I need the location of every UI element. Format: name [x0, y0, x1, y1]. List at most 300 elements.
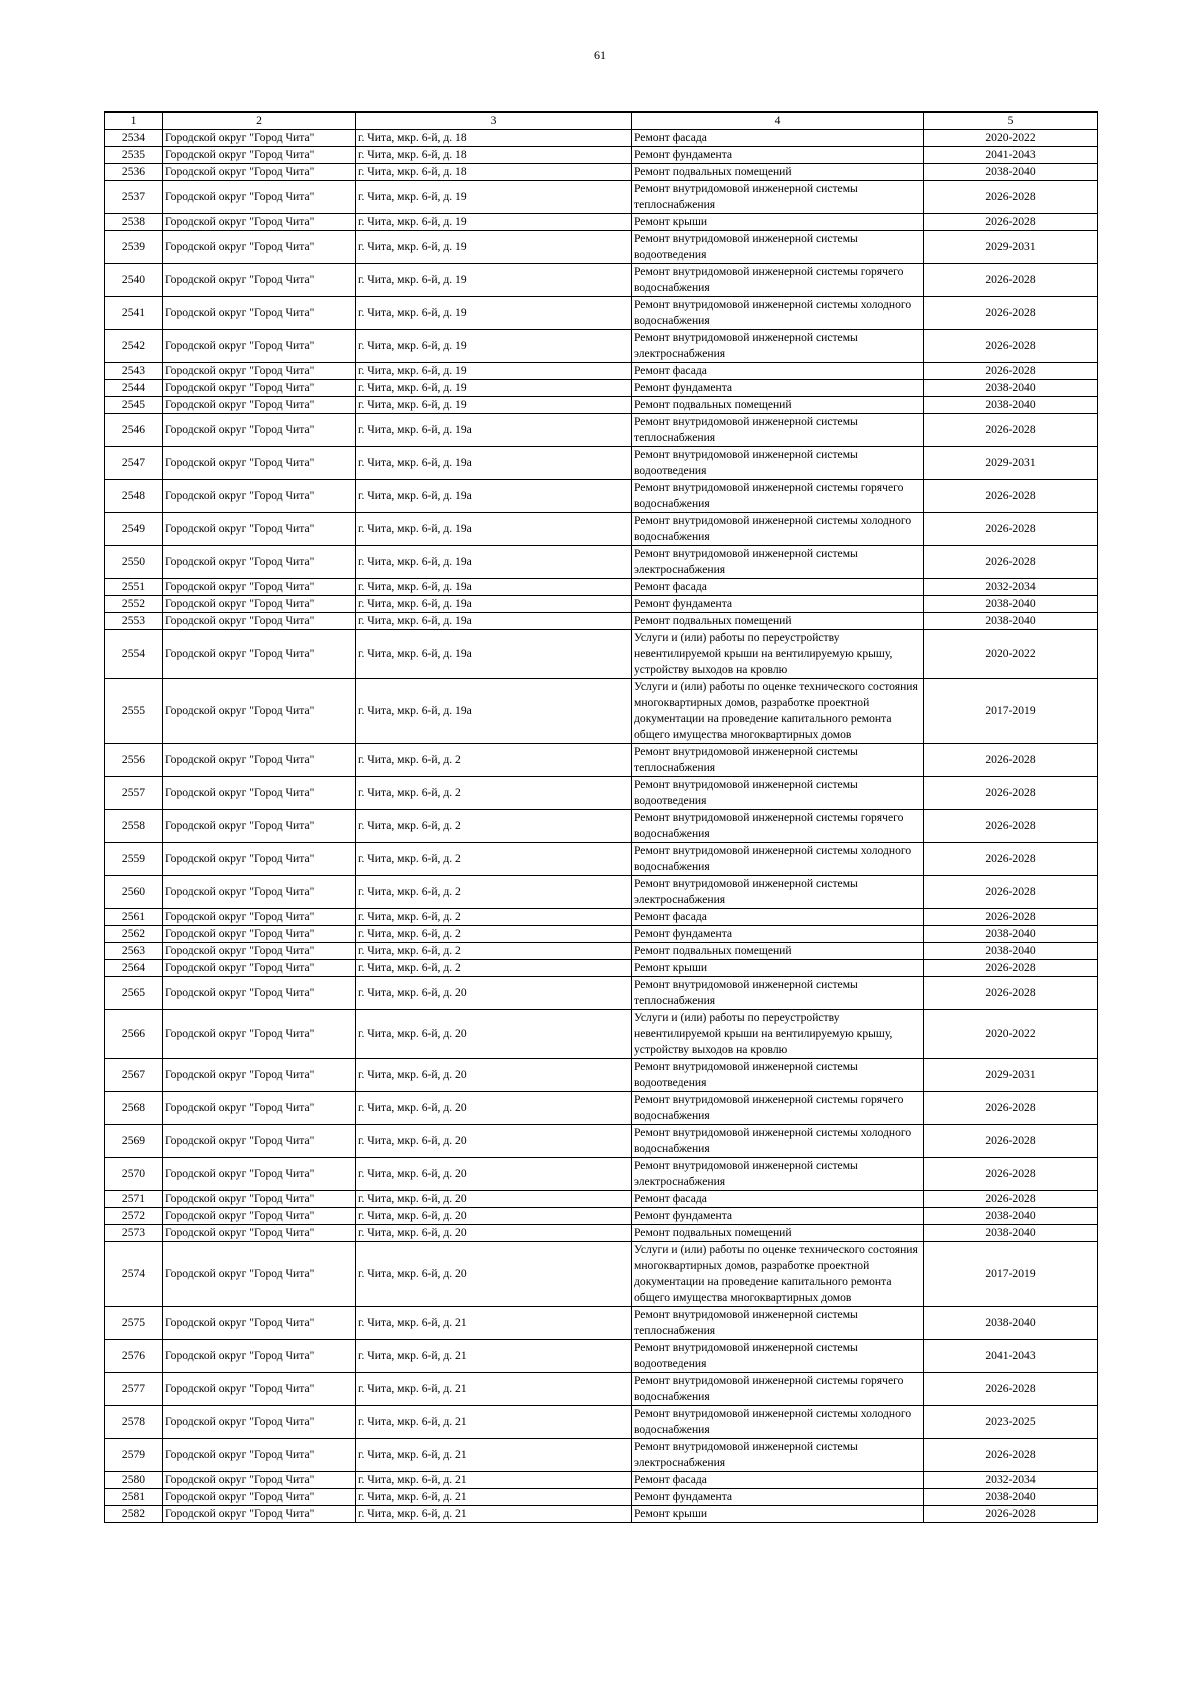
table-row — [105, 397, 1098, 414]
address-cell: г. Чита, мкр. 6-й, д. 19 — [356, 231, 632, 264]
table-row — [105, 181, 1098, 214]
row-number-cell: 2568 — [105, 1092, 163, 1125]
period-cell: 2038-2040 — [924, 1307, 1098, 1340]
row-number-cell: 2577 — [105, 1373, 163, 1406]
municipality-cell: Городской округ "Город Чита" — [163, 679, 356, 744]
municipality-cell: Городской округ "Город Чита" — [163, 164, 356, 181]
row-number-cell: 2537 — [105, 181, 163, 214]
work-type-cell: Ремонт внутридомовой инженерной системы теплоснабжения — [632, 744, 924, 777]
table-row — [105, 264, 1098, 297]
table-row — [105, 744, 1098, 777]
period-cell: 2026-2028 — [924, 546, 1098, 579]
municipality-cell: Городской округ "Город Чита" — [163, 777, 356, 810]
row-number-cell: 2538 — [105, 214, 163, 231]
address-cell: г. Чита, мкр. 6-й, д. 19 — [356, 397, 632, 414]
address-cell: г. Чита, мкр. 6-й, д. 18 — [356, 164, 632, 181]
table-row — [105, 943, 1098, 960]
table-row — [105, 546, 1098, 579]
table-row — [105, 843, 1098, 876]
address-cell: г. Чита, мкр. 6-й, д. 2 — [356, 943, 632, 960]
work-type-cell: Ремонт подвальных помещений — [632, 1225, 924, 1242]
work-type-cell: Ремонт внутридомовой инженерной системы электроснабжения — [632, 876, 924, 909]
registry-table — [104, 111, 1098, 1523]
address-cell: г. Чита, мкр. 6-й, д. 19а — [356, 513, 632, 546]
table-row — [105, 1472, 1098, 1489]
work-type-cell: Ремонт подвальных помещений — [632, 943, 924, 960]
table-row — [105, 1489, 1098, 1506]
work-type-cell: Ремонт внутридомовой инженерной системы горячего водоснабжения — [632, 810, 924, 843]
address-cell: г. Чита, мкр. 6-й, д. 20 — [356, 1125, 632, 1158]
row-number-cell: 2543 — [105, 363, 163, 380]
work-type-cell: Ремонт фасада — [632, 1472, 924, 1489]
address-cell: г. Чита, мкр. 6-й, д. 2 — [356, 810, 632, 843]
period-cell: 2032-2034 — [924, 579, 1098, 596]
row-number-cell: 2567 — [105, 1059, 163, 1092]
table-row — [105, 1225, 1098, 1242]
period-cell: 2026-2028 — [924, 414, 1098, 447]
work-type-cell: Ремонт внутридомовой инженерной системы электроснабжения — [632, 1158, 924, 1191]
period-cell: 2026-2028 — [924, 480, 1098, 513]
address-cell: г. Чита, мкр. 6-й, д. 19а — [356, 480, 632, 513]
address-cell: г. Чита, мкр. 6-й, д. 19а — [356, 579, 632, 596]
address-cell: г. Чита, мкр. 6-й, д. 21 — [356, 1307, 632, 1340]
period-cell: 2026-2028 — [924, 777, 1098, 810]
period-cell: 2038-2040 — [924, 926, 1098, 943]
table-row — [105, 1010, 1098, 1059]
municipality-cell: Городской округ "Город Чита" — [163, 1307, 356, 1340]
address-cell: г. Чита, мкр. 6-й, д. 2 — [356, 909, 632, 926]
address-cell: г. Чита, мкр. 6-й, д. 19а — [356, 414, 632, 447]
period-cell: 2038-2040 — [924, 1208, 1098, 1225]
municipality-cell: Городской округ "Город Чита" — [163, 147, 356, 164]
table-row — [105, 1307, 1098, 1340]
period-cell: 2026-2028 — [924, 876, 1098, 909]
address-cell: г. Чита, мкр. 6-й, д. 2 — [356, 876, 632, 909]
work-type-cell: Ремонт внутридомовой инженерной системы горячего водоснабжения — [632, 480, 924, 513]
period-cell: 2026-2028 — [924, 264, 1098, 297]
table-row — [105, 1242, 1098, 1307]
municipality-cell: Городской округ "Город Чита" — [163, 1225, 356, 1242]
period-cell: 2026-2028 — [924, 1191, 1098, 1208]
municipality-cell: Городской округ "Город Чита" — [163, 1208, 356, 1225]
row-number-cell: 2580 — [105, 1472, 163, 1489]
work-type-cell: Ремонт крыши — [632, 1506, 924, 1523]
municipality-cell: Городской округ "Город Чита" — [163, 1059, 356, 1092]
row-number-cell: 2572 — [105, 1208, 163, 1225]
work-type-cell: Услуги и (или) работы по переустройству невентилируемой крыши на вентилируемую крышу, устройству выходов на кровлю — [632, 1010, 924, 1059]
table-row — [105, 630, 1098, 679]
address-cell: г. Чита, мкр. 6-й, д. 20 — [356, 1010, 632, 1059]
address-cell: г. Чита, мкр. 6-й, д. 18 — [356, 130, 632, 147]
work-type-cell: Ремонт фундамента — [632, 596, 924, 613]
municipality-cell: Городской округ "Город Чита" — [163, 513, 356, 546]
address-cell: г. Чита, мкр. 6-й, д. 21 — [356, 1340, 632, 1373]
work-type-cell: Ремонт внутридомовой инженерной системы горячего водоснабжения — [632, 1092, 924, 1125]
municipality-cell: Городской округ "Город Чита" — [163, 1506, 356, 1523]
work-type-cell: Ремонт внутридомовой инженерной системы электроснабжения — [632, 546, 924, 579]
address-cell: г. Чита, мкр. 6-й, д. 19а — [356, 679, 632, 744]
municipality-cell: Городской округ "Город Чита" — [163, 297, 356, 330]
address-cell: г. Чита, мкр. 6-й, д. 19 — [356, 380, 632, 397]
table-row — [105, 147, 1098, 164]
row-number-cell: 2548 — [105, 480, 163, 513]
table-row — [105, 1208, 1098, 1225]
row-number-cell: 2576 — [105, 1340, 163, 1373]
table-body — [105, 112, 1098, 1523]
period-cell: 2026-2028 — [924, 181, 1098, 214]
period-cell: 2029-2031 — [924, 447, 1098, 480]
municipality-cell: Городской округ "Город Чита" — [163, 1242, 356, 1307]
row-number-cell: 2553 — [105, 613, 163, 630]
period-cell: 2020-2022 — [924, 630, 1098, 679]
address-cell: г. Чита, мкр. 6-й, д. 19 — [356, 297, 632, 330]
address-cell: г. Чита, мкр. 6-й, д. 20 — [356, 1208, 632, 1225]
table-row — [105, 926, 1098, 943]
work-type-cell: Ремонт фасада — [632, 909, 924, 926]
period-cell: 2026-2028 — [924, 363, 1098, 380]
table-row — [105, 596, 1098, 613]
period-cell: 2026-2028 — [924, 330, 1098, 363]
row-number-cell: 2561 — [105, 909, 163, 926]
address-cell: г. Чита, мкр. 6-й, д. 19а — [356, 447, 632, 480]
table-row — [105, 679, 1098, 744]
column-header: 5 — [924, 112, 1098, 130]
municipality-cell: Городской округ "Город Чита" — [163, 960, 356, 977]
municipality-cell: Городской округ "Город Чита" — [163, 130, 356, 147]
work-type-cell: Ремонт внутридомовой инженерной системы холодного водоснабжения — [632, 1125, 924, 1158]
municipality-cell: Городской округ "Город Чита" — [163, 1472, 356, 1489]
table-row — [105, 1373, 1098, 1406]
municipality-cell: Городской округ "Город Чита" — [163, 579, 356, 596]
municipality-cell: Городской округ "Город Чита" — [163, 613, 356, 630]
period-cell: 2038-2040 — [924, 397, 1098, 414]
period-cell: 2017-2019 — [924, 679, 1098, 744]
row-number-cell: 2579 — [105, 1439, 163, 1472]
row-number-cell: 2563 — [105, 943, 163, 960]
municipality-cell: Городской округ "Город Чита" — [163, 214, 356, 231]
address-cell: г. Чита, мкр. 6-й, д. 19а — [356, 596, 632, 613]
table-row — [105, 777, 1098, 810]
work-type-cell: Ремонт внутридомовой инженерной системы водоотведения — [632, 777, 924, 810]
work-type-cell: Услуги и (или) работы по переустройству невентилируемой крыши на вентилируемую крышу, устройству выходов на кровлю — [632, 630, 924, 679]
work-type-cell: Ремонт внутридомовой инженерной системы теплоснабжения — [632, 181, 924, 214]
table-row — [105, 909, 1098, 926]
period-cell: 2026-2028 — [924, 1125, 1098, 1158]
period-cell: 2038-2040 — [924, 380, 1098, 397]
period-cell: 2041-2043 — [924, 147, 1098, 164]
municipality-cell: Городской округ "Город Чита" — [163, 397, 356, 414]
work-type-cell: Ремонт внутридомовой инженерной системы водоотведения — [632, 447, 924, 480]
column-header: 2 — [163, 112, 356, 130]
work-type-cell: Ремонт внутридомовой инженерной системы теплоснабжения — [632, 977, 924, 1010]
address-cell: г. Чита, мкр. 6-й, д. 2 — [356, 777, 632, 810]
row-number-cell: 2564 — [105, 960, 163, 977]
period-cell: 2020-2022 — [924, 1010, 1098, 1059]
column-header: 4 — [632, 112, 924, 130]
work-type-cell: Ремонт фасада — [632, 130, 924, 147]
period-cell: 2026-2028 — [924, 977, 1098, 1010]
work-type-cell: Ремонт фасада — [632, 1191, 924, 1208]
row-number-cell: 2558 — [105, 810, 163, 843]
address-cell: г. Чита, мкр. 6-й, д. 19 — [356, 264, 632, 297]
address-cell: г. Чита, мкр. 6-й, д. 2 — [356, 843, 632, 876]
row-number-cell: 2544 — [105, 380, 163, 397]
work-type-cell: Ремонт внутридомовой инженерной системы холодного водоснабжения — [632, 843, 924, 876]
address-cell: г. Чита, мкр. 6-й, д. 20 — [356, 1242, 632, 1307]
table-row — [105, 130, 1098, 147]
period-cell: 2029-2031 — [924, 1059, 1098, 1092]
municipality-cell: Городской округ "Город Чита" — [163, 1340, 356, 1373]
row-number-cell: 2556 — [105, 744, 163, 777]
municipality-cell: Городской округ "Город Чита" — [163, 977, 356, 1010]
address-cell: г. Чита, мкр. 6-й, д. 2 — [356, 960, 632, 977]
municipality-cell: Городской округ "Город Чита" — [163, 330, 356, 363]
row-number-cell: 2566 — [105, 1010, 163, 1059]
work-type-cell: Ремонт внутридомовой инженерной системы электроснабжения — [632, 330, 924, 363]
period-cell: 2026-2028 — [924, 843, 1098, 876]
municipality-cell: Городской округ "Город Чита" — [163, 1373, 356, 1406]
municipality-cell: Городской округ "Город Чита" — [163, 546, 356, 579]
work-type-cell: Ремонт подвальных помещений — [632, 397, 924, 414]
work-type-cell: Услуги и (или) работы по оценке технического состояния многоквартирных домов, разработке проектной документации на проведение капитального ремонта общего имущества многоквартирных домов — [632, 1242, 924, 1307]
table-row — [105, 579, 1098, 596]
address-cell: г. Чита, мкр. 6-й, д. 2 — [356, 744, 632, 777]
municipality-cell: Городской округ "Город Чита" — [163, 943, 356, 960]
work-type-cell: Ремонт внутридомовой инженерной системы водоотведения — [632, 1340, 924, 1373]
period-cell: 2026-2028 — [924, 1092, 1098, 1125]
period-cell: 2041-2043 — [924, 1340, 1098, 1373]
row-number-cell: 2535 — [105, 147, 163, 164]
period-cell: 2026-2028 — [924, 810, 1098, 843]
period-cell: 2038-2040 — [924, 596, 1098, 613]
municipality-cell: Городской округ "Город Чита" — [163, 1158, 356, 1191]
table-row — [105, 1092, 1098, 1125]
municipality-cell: Городской округ "Город Чита" — [163, 843, 356, 876]
table-header-row — [105, 112, 1098, 130]
municipality-cell: Городской округ "Город Чита" — [163, 876, 356, 909]
row-number-cell: 2542 — [105, 330, 163, 363]
row-number-cell: 2539 — [105, 231, 163, 264]
work-type-cell: Ремонт крыши — [632, 960, 924, 977]
row-number-cell: 2546 — [105, 414, 163, 447]
row-number-cell: 2581 — [105, 1489, 163, 1506]
municipality-cell: Городской округ "Город Чита" — [163, 1191, 356, 1208]
work-type-cell: Ремонт фасада — [632, 363, 924, 380]
table-row — [105, 414, 1098, 447]
row-number-cell: 2582 — [105, 1506, 163, 1523]
municipality-cell: Городской округ "Город Чита" — [163, 909, 356, 926]
work-type-cell: Ремонт внутридомовой инженерной системы холодного водоснабжения — [632, 297, 924, 330]
table-row — [105, 231, 1098, 264]
work-type-cell: Ремонт подвальных помещений — [632, 164, 924, 181]
address-cell: г. Чита, мкр. 6-й, д. 19а — [356, 630, 632, 679]
municipality-cell: Городской округ "Город Чита" — [163, 181, 356, 214]
work-type-cell: Ремонт фундамента — [632, 147, 924, 164]
table-row — [105, 1158, 1098, 1191]
period-cell: 2038-2040 — [924, 164, 1098, 181]
row-number-cell: 2541 — [105, 297, 163, 330]
municipality-cell: Городской округ "Город Чита" — [163, 380, 356, 397]
municipality-cell: Городской округ "Город Чита" — [163, 744, 356, 777]
work-type-cell: Ремонт фундамента — [632, 380, 924, 397]
row-number-cell: 2557 — [105, 777, 163, 810]
period-cell: 2038-2040 — [924, 1489, 1098, 1506]
row-number-cell: 2554 — [105, 630, 163, 679]
period-cell: 2023-2025 — [924, 1406, 1098, 1439]
row-number-cell: 2565 — [105, 977, 163, 1010]
work-type-cell: Ремонт внутридомовой инженерной системы холодного водоснабжения — [632, 513, 924, 546]
table-row — [105, 330, 1098, 363]
address-cell: г. Чита, мкр. 6-й, д. 19 — [356, 363, 632, 380]
table-row — [105, 960, 1098, 977]
table-row — [105, 1439, 1098, 1472]
municipality-cell: Городской округ "Город Чита" — [163, 231, 356, 264]
municipality-cell: Городской округ "Город Чита" — [163, 596, 356, 613]
work-type-cell: Ремонт внутридомовой инженерной системы теплоснабжения — [632, 1307, 924, 1340]
table-row — [105, 1059, 1098, 1092]
address-cell: г. Чита, мкр. 6-й, д. 19а — [356, 613, 632, 630]
municipality-cell: Городской округ "Город Чита" — [163, 630, 356, 679]
table-row — [105, 380, 1098, 397]
table-row — [105, 447, 1098, 480]
municipality-cell: Городской округ "Город Чита" — [163, 1010, 356, 1059]
row-number-cell: 2562 — [105, 926, 163, 943]
address-cell: г. Чита, мкр. 6-й, д. 18 — [356, 147, 632, 164]
table-row — [105, 297, 1098, 330]
row-number-cell: 2575 — [105, 1307, 163, 1340]
address-cell: г. Чита, мкр. 6-й, д. 20 — [356, 977, 632, 1010]
address-cell: г. Чита, мкр. 6-й, д. 20 — [356, 1225, 632, 1242]
row-number-cell: 2550 — [105, 546, 163, 579]
work-type-cell: Ремонт фундамента — [632, 926, 924, 943]
row-number-cell: 2536 — [105, 164, 163, 181]
page-number: 61 — [594, 48, 606, 62]
work-type-cell: Ремонт крыши — [632, 214, 924, 231]
table-row — [105, 1191, 1098, 1208]
address-cell: г. Чита, мкр. 6-й, д. 20 — [356, 1059, 632, 1092]
row-number-cell: 2578 — [105, 1406, 163, 1439]
row-number-cell: 2540 — [105, 264, 163, 297]
address-cell: г. Чита, мкр. 6-й, д. 19 — [356, 181, 632, 214]
work-type-cell: Ремонт внутридомовой инженерной системы водоотведения — [632, 231, 924, 264]
municipality-cell: Городской округ "Город Чита" — [163, 480, 356, 513]
period-cell: 2038-2040 — [924, 943, 1098, 960]
municipality-cell: Городской округ "Город Чита" — [163, 363, 356, 380]
municipality-cell: Городской округ "Город Чита" — [163, 1092, 356, 1125]
address-cell: г. Чита, мкр. 6-й, д. 20 — [356, 1092, 632, 1125]
table-row — [105, 164, 1098, 181]
municipality-cell: Городской округ "Город Чита" — [163, 926, 356, 943]
work-type-cell: Услуги и (или) работы по оценке технического состояния многоквартирных домов, разработке проектной документации на проведение капитального ремонта общего имущества многоквартирных домов — [632, 679, 924, 744]
column-header: 3 — [356, 112, 632, 130]
row-number-cell: 2560 — [105, 876, 163, 909]
work-type-cell: Ремонт внутридомовой инженерной системы теплоснабжения — [632, 414, 924, 447]
table-row — [105, 363, 1098, 380]
municipality-cell: Городской округ "Город Чита" — [163, 264, 356, 297]
work-type-cell: Ремонт внутридомовой инженерной системы горячего водоснабжения — [632, 1373, 924, 1406]
row-number-cell: 2547 — [105, 447, 163, 480]
period-cell: 2038-2040 — [924, 613, 1098, 630]
period-cell: 2026-2028 — [924, 909, 1098, 926]
period-cell: 2026-2028 — [924, 1439, 1098, 1472]
address-cell: г. Чита, мкр. 6-й, д. 19 — [356, 330, 632, 363]
address-cell: г. Чита, мкр. 6-й, д. 19а — [356, 546, 632, 579]
row-number-cell: 2574 — [105, 1242, 163, 1307]
work-type-cell: Ремонт подвальных помещений — [632, 613, 924, 630]
municipality-cell: Городской округ "Город Чита" — [163, 810, 356, 843]
table-row — [105, 480, 1098, 513]
municipality-cell: Городской округ "Город Чита" — [163, 1489, 356, 1506]
column-header: 1 — [105, 112, 163, 130]
row-number-cell: 2570 — [105, 1158, 163, 1191]
address-cell: г. Чита, мкр. 6-й, д. 21 — [356, 1506, 632, 1523]
row-number-cell: 2555 — [105, 679, 163, 744]
municipality-cell: Городской округ "Город Чита" — [163, 414, 356, 447]
table-row — [105, 1340, 1098, 1373]
period-cell: 2026-2028 — [924, 744, 1098, 777]
table-row — [105, 876, 1098, 909]
table-row — [105, 810, 1098, 843]
period-cell: 2029-2031 — [924, 231, 1098, 264]
row-number-cell: 2571 — [105, 1191, 163, 1208]
address-cell: г. Чита, мкр. 6-й, д. 21 — [356, 1373, 632, 1406]
row-number-cell: 2551 — [105, 579, 163, 596]
period-cell: 2026-2028 — [924, 1158, 1098, 1191]
work-type-cell: Ремонт внутридомовой инженерной системы холодного водоснабжения — [632, 1406, 924, 1439]
work-type-cell: Ремонт внутридомовой инженерной системы электроснабжения — [632, 1439, 924, 1472]
period-cell: 2026-2028 — [924, 1373, 1098, 1406]
period-cell: 2026-2028 — [924, 960, 1098, 977]
row-number-cell: 2549 — [105, 513, 163, 546]
period-cell: 2038-2040 — [924, 1225, 1098, 1242]
row-number-cell: 2559 — [105, 843, 163, 876]
table-row — [105, 977, 1098, 1010]
table-row — [105, 1125, 1098, 1158]
work-type-cell: Ремонт фасада — [632, 579, 924, 596]
row-number-cell: 2573 — [105, 1225, 163, 1242]
row-number-cell: 2552 — [105, 596, 163, 613]
row-number-cell: 2545 — [105, 397, 163, 414]
work-type-cell: Ремонт фундамента — [632, 1489, 924, 1506]
work-type-cell: Ремонт внутридомовой инженерной системы водоотведения — [632, 1059, 924, 1092]
work-type-cell: Ремонт фундамента — [632, 1208, 924, 1225]
period-cell: 2026-2028 — [924, 1506, 1098, 1523]
period-cell: 2020-2022 — [924, 130, 1098, 147]
period-cell: 2026-2028 — [924, 297, 1098, 330]
work-type-cell: Ремонт внутридомовой инженерной системы горячего водоснабжения — [632, 264, 924, 297]
address-cell: г. Чита, мкр. 6-й, д. 20 — [356, 1158, 632, 1191]
period-cell: 2026-2028 — [924, 513, 1098, 546]
period-cell: 2026-2028 — [924, 214, 1098, 231]
municipality-cell: Городской округ "Город Чита" — [163, 447, 356, 480]
address-cell: г. Чита, мкр. 6-й, д. 2 — [356, 926, 632, 943]
period-cell: 2032-2034 — [924, 1472, 1098, 1489]
table-row — [105, 214, 1098, 231]
table-row — [105, 1406, 1098, 1439]
address-cell: г. Чита, мкр. 6-й, д. 21 — [356, 1472, 632, 1489]
table-row — [105, 613, 1098, 630]
address-cell: г. Чита, мкр. 6-й, д. 21 — [356, 1406, 632, 1439]
row-number-cell: 2569 — [105, 1125, 163, 1158]
municipality-cell: Городской округ "Город Чита" — [163, 1406, 356, 1439]
address-cell: г. Чита, мкр. 6-й, д. 19 — [356, 214, 632, 231]
municipality-cell: Городской округ "Город Чита" — [163, 1125, 356, 1158]
address-cell: г. Чита, мкр. 6-й, д. 20 — [356, 1191, 632, 1208]
municipality-cell: Городской округ "Город Чита" — [163, 1439, 356, 1472]
row-number-cell: 2534 — [105, 130, 163, 147]
table-row — [105, 1506, 1098, 1523]
table-row — [105, 513, 1098, 546]
